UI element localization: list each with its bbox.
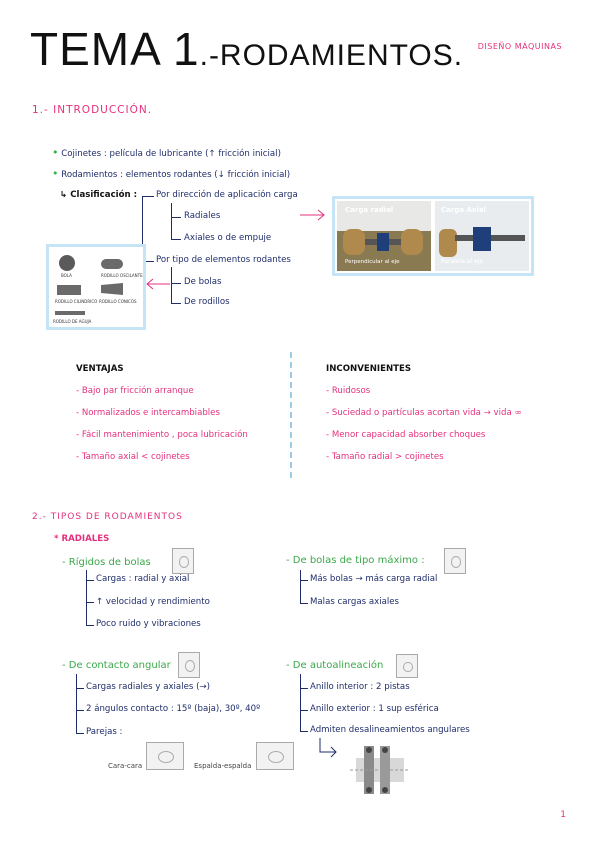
cons-item: - Suciedad o partículas acortan vida → vida ∞ [326, 408, 522, 418]
tree-branch [86, 625, 94, 626]
tree-branch [171, 303, 181, 304]
bearing-icon [444, 548, 466, 574]
pair-label: Espalda-espalda [194, 762, 252, 770]
tree-line [300, 570, 301, 604]
rigidos-item: Poco ruido y vibraciones [96, 619, 201, 629]
bearing-icon [396, 654, 418, 678]
contacto-title: - De contacto angular [62, 660, 171, 671]
caption-paralela: Paralela al eje [441, 258, 484, 265]
pros-title: VENTAJAS [76, 364, 124, 374]
label-cilindrico: RODILLO CILINDRICO [55, 299, 98, 304]
axiales-label: Axiales o de empuje [184, 233, 272, 243]
contacto-item: Parejas : [86, 727, 123, 737]
autoalineacion-item: Anillo interior : 2 pistas [310, 682, 410, 692]
radiales-heading: * RADIALES [54, 534, 110, 544]
cojinetes-line: • Cojinetes : película de lubricante (↑ fricción inicial) [52, 146, 281, 159]
arrow-right-icon [298, 206, 328, 224]
bearing-pair-icon [146, 742, 184, 770]
tree-branch [76, 733, 84, 734]
rigidos-item: ↑ velocidad y rendimiento [96, 597, 210, 607]
divider-dashed [290, 352, 292, 478]
pair-label: Cara-cara [108, 762, 143, 770]
contacto-item: 2 ángulos contacto : 15º (baja), 30º, 40º [86, 704, 261, 714]
tree-line-sub1 [171, 203, 172, 239]
caption-perpendicular: Perpendicular al eje [345, 259, 400, 265]
section-heading-intro: 1.- INTRODUCCIÓN. [32, 104, 153, 116]
section-heading-tipos: 2.- TIPOS DE RODAMIENTOS [32, 512, 183, 522]
tree-branch [300, 603, 308, 604]
load-photos-image [335, 199, 531, 273]
tree-line [86, 570, 87, 626]
tree-branch [171, 239, 181, 240]
label-oscilantes: RODILLO OSCILANTES [101, 273, 143, 278]
pros-item: - Bajo par fricción arranque [76, 386, 194, 396]
cons-title: INCONVENIENTES [326, 364, 412, 374]
arrow-down-right-icon [318, 736, 340, 758]
page-number: 1 [560, 810, 566, 820]
radiales-label: Radiales [184, 211, 221, 221]
page-title: TEMA 1.-RODAMIENTOS. [30, 23, 464, 75]
subject-label: DISEÑO MÁQUINAS [477, 42, 562, 51]
rodillos-label: De rodillos [184, 297, 230, 307]
bolas-label: De bolas [184, 277, 222, 287]
contacto-item: Cargas radiales y axiales (→) [86, 682, 210, 692]
rodamientos-line: • Rodamientos : elementos rodantes (↓ fricción inicial) [52, 167, 291, 180]
tree-branch [86, 580, 94, 581]
tree-branch [76, 710, 84, 711]
maximo-item: Malas cargas axiales [310, 597, 400, 607]
pros-item: - Fácil mantenimiento , poca lubricación [76, 430, 248, 440]
dir-carga-label: Por dirección de aplicación carga [156, 190, 298, 200]
self-aligning-bearing-image [350, 742, 410, 798]
tree-branch [171, 283, 181, 284]
rolling-elements-frame [46, 244, 146, 330]
caption-carga-radial: Carga radial [345, 206, 394, 214]
caption-carga-axial: Carga Axial [441, 206, 486, 214]
label-bola: BOLA [61, 273, 72, 278]
arrow-left-icon [144, 277, 172, 291]
label-aguja: RODILLO DE AGUJA [53, 319, 92, 324]
tree-branch [300, 731, 308, 732]
tipo-elem-label: Por tipo de elementos rodantes [156, 255, 291, 265]
tree-branch [86, 602, 94, 603]
maximo-item: Más bolas → más carga radial [310, 574, 438, 584]
autoalineacion-item: Anillo exterior : 1 sup esférica [310, 704, 439, 714]
tree-branch [76, 688, 84, 689]
load-photos-frame [332, 196, 534, 276]
tree-branch [300, 688, 308, 689]
autoalineacion-title: - De autoalineación [286, 660, 384, 671]
tree-line [300, 674, 301, 732]
rigidos-item: Cargas : radial y axial [96, 574, 190, 584]
tree-line [76, 674, 77, 734]
cons-item: - Tamaño radial > cojinetes [326, 452, 444, 462]
tree-branch [142, 196, 154, 197]
maximo-title: - De bolas de tipo máximo : [286, 555, 425, 566]
bearing-icon [172, 548, 194, 574]
tree-branch [300, 580, 308, 581]
pros-item: - Normalizados e intercambiables [76, 408, 220, 418]
rigidos-title: - Rígidos de bolas [62, 557, 151, 568]
tree-branch [171, 217, 181, 218]
label-conicos: RODILLO CONICOS [99, 299, 137, 304]
rolling-elements-image [49, 247, 143, 327]
bearing-pair-icon [256, 742, 294, 770]
clasificacion-label: ↳ Clasificación : [60, 190, 138, 200]
cons-item: - Ruidosos [326, 386, 371, 396]
bearing-icon [178, 652, 200, 678]
autoalineacion-item: Admiten desalineamientos angulares [310, 725, 470, 735]
pros-item: - Tamaño axial < cojinetes [76, 452, 190, 462]
tree-branch [300, 710, 308, 711]
cons-item: - Menor capacidad absorber choques [326, 430, 486, 440]
